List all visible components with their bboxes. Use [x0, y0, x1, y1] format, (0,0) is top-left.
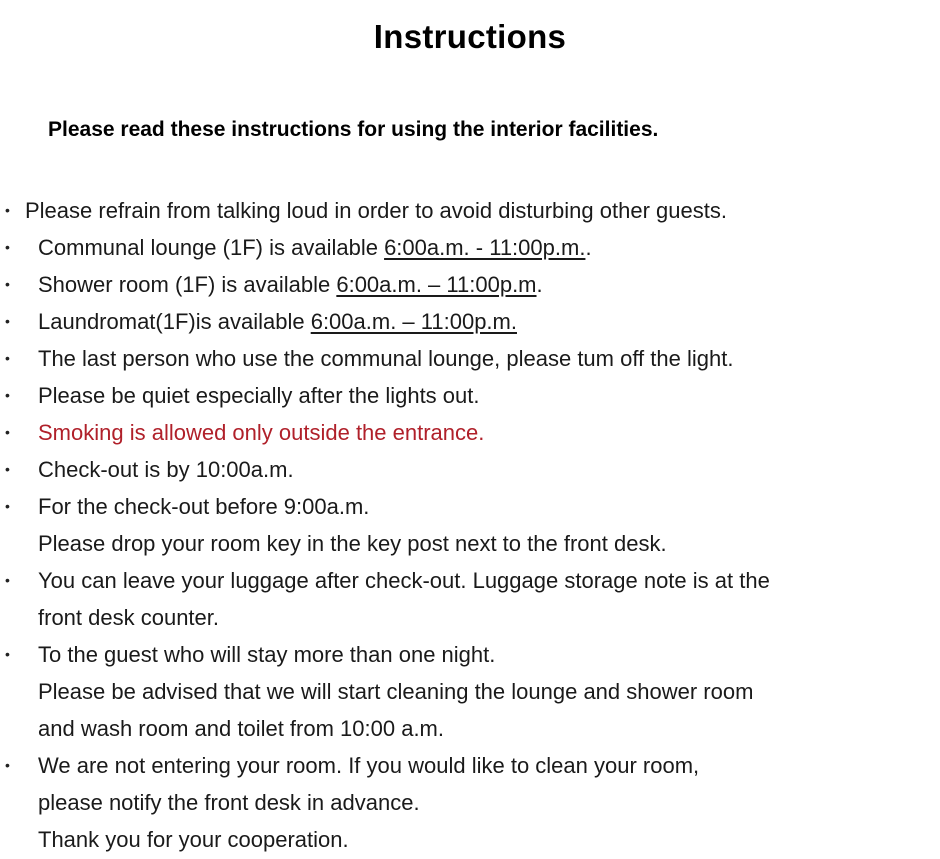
list-item: [0, 303, 940, 340]
item-text: [38, 266, 940, 303]
item-text-prefix: Shower room (1F) is available: [38, 272, 337, 297]
hours-text: 6:00a.m. – 11:00p.m: [336, 272, 537, 297]
list-item: [0, 377, 940, 414]
bullet-icon: •: [5, 461, 10, 477]
item-text-suffix: .: [585, 235, 592, 260]
bullet-icon: •: [5, 757, 10, 773]
list-item: [0, 266, 940, 303]
bullet-icon: •: [5, 202, 10, 218]
instruction-list: [0, 192, 940, 858]
item-text: Thank you for your cooperation.: [38, 827, 349, 852]
list-item: [0, 747, 940, 858]
list-item: [0, 192, 940, 229]
list-item: [0, 636, 940, 747]
bullet-icon: •: [5, 313, 10, 329]
bullet-icon: •: [5, 646, 10, 662]
item-text: Check-out is by 10:00a.m.: [38, 457, 294, 482]
list-item: [0, 562, 940, 636]
bullet-icon: •: [5, 387, 10, 403]
item-text: and wash room and toilet from 10:00 a.m.: [38, 716, 444, 741]
bullet-icon: •: [5, 572, 10, 588]
item-text-prefix: Laundromat(1F)is available: [38, 309, 311, 334]
item-text: Please refrain from talking loud in order to avoid disturbing other guests.: [25, 198, 727, 223]
item-text-suffix: .: [536, 272, 543, 297]
list-item: [0, 488, 940, 562]
item-text: For the check-out before 9:00a.m.: [38, 494, 370, 519]
item-text: [38, 229, 940, 266]
bullet-icon: •: [5, 498, 10, 514]
list-item: [0, 451, 940, 488]
page-title: Instructions: [373, 18, 567, 55]
hours-text: 6:00a.m. – 11:00p.m.: [310, 309, 517, 334]
item-text: please notify the front desk in advance.: [38, 790, 420, 815]
item-text-prefix: Communal lounge (1F) is available: [38, 235, 385, 260]
list-item: [0, 340, 940, 377]
item-text: To the guest who will stay more than one night.: [38, 642, 496, 667]
item-text: Please drop your room key in the key post next to the front desk.: [38, 531, 667, 556]
item-text: front desk counter.: [38, 605, 219, 630]
bullet-icon: •: [5, 239, 10, 255]
hours-text: 6:00a.m. - 11:00p.m.: [384, 235, 586, 260]
list-item: [0, 229, 940, 266]
item-text: Please be quiet especially after the lights out.: [38, 383, 480, 408]
list-item-warning: [0, 414, 940, 451]
item-text: [38, 303, 940, 340]
item-text: You can leave your luggage after check-out. Luggage storage note is at the: [38, 568, 770, 593]
bullet-icon: •: [5, 350, 10, 366]
item-text: Please be advised that we will start cleaning the lounge and shower room: [38, 679, 754, 704]
item-text: We are not entering your room. If you would like to clean your room,: [38, 753, 700, 778]
item-text: The last person who use the communal lounge, please tum off the light.: [38, 346, 734, 371]
bullet-icon: •: [5, 276, 10, 292]
item-text: Smoking is allowed only outside the entrance.: [38, 420, 485, 445]
bullet-icon: •: [5, 424, 10, 440]
intro-text: Please read these instructions for using the interior facilities.: [48, 118, 659, 141]
